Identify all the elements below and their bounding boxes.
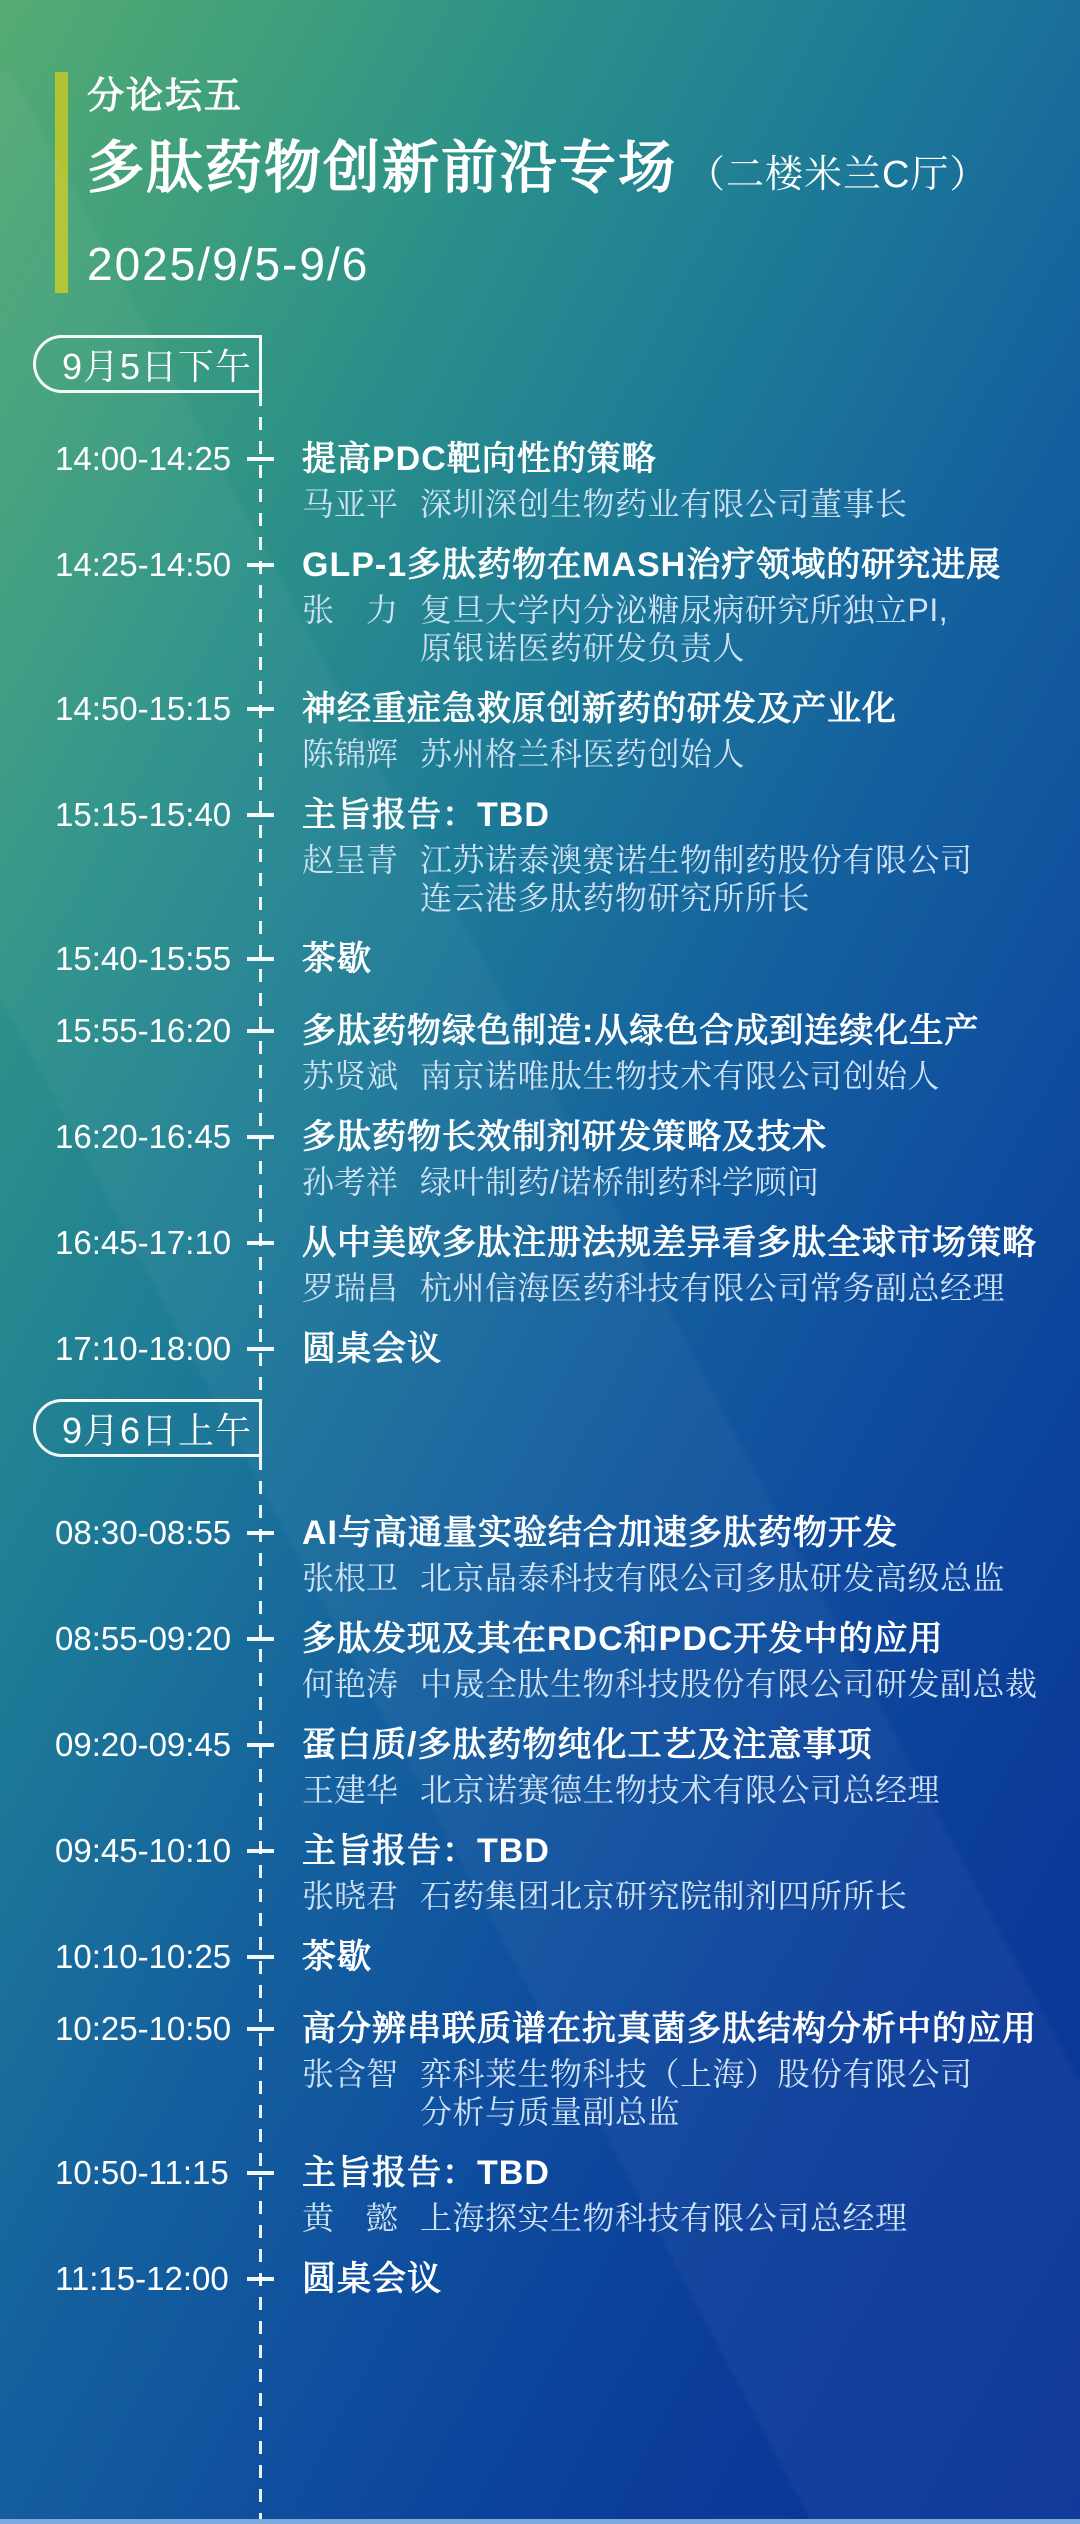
item-time: 10:50-11:15 (55, 2154, 229, 2191)
room-label: （二楼米兰C厅） (687, 154, 989, 196)
item-title: 圆桌会议 (302, 2260, 442, 2298)
affiliation-line: 原银诺医药研发负责人 (420, 630, 746, 666)
item-title: 圆桌会议 (302, 1330, 442, 1368)
item-content (302, 437, 908, 523)
speaker-affiliation (420, 2199, 908, 2237)
speaker-row (302, 485, 908, 523)
agenda-item (0, 1115, 1080, 1201)
agenda-item (0, 1617, 1080, 1703)
timeline-tick-icon (247, 1743, 274, 1747)
item-content (302, 1009, 979, 1095)
item-time: 15:15-15:40 (55, 796, 232, 833)
item-title: AI与高通量实验结合加速多肽药物开发 (302, 1514, 898, 1552)
item-title: 从中美欧多肽注册法规差异看多肽全球市场策略 (302, 1224, 1037, 1262)
affiliation-line: 苏州格兰科医药创始人 (420, 736, 746, 772)
item-content (302, 1115, 827, 1201)
item-title: 神经重症急救原创新药的研发及产业化 (302, 690, 897, 728)
speaker-name: 罗瑞昌 (302, 1270, 399, 1306)
speaker-row (302, 735, 897, 773)
item-time: 14:00-14:25 (55, 440, 232, 477)
speaker-affiliation (420, 1269, 1005, 1307)
affiliation-line: 弈科莱生物科技（上海）股份有限公司 (420, 2056, 973, 2092)
agenda (0, 335, 1080, 2301)
item-content (302, 687, 897, 773)
item-title: 茶歇 (302, 1938, 372, 1976)
item-title: 多肽药物绿色制造:从绿色合成到连续化生产 (302, 1012, 980, 1050)
affiliation-line: 连云港多肽药物研究所所长 (420, 880, 811, 916)
timeline-tick-icon (247, 1849, 274, 1853)
timeline-list (0, 393, 1080, 1371)
item-content (302, 2151, 908, 2237)
speaker-row (302, 1771, 940, 1809)
timeline-tick-icon (247, 707, 274, 711)
speaker-affiliation (420, 735, 745, 773)
item-title: 多肽药物长效制剂研发策略及技术 (302, 1118, 827, 1156)
timeline-tick-icon (247, 563, 274, 567)
section-badge: 9月6日上午 (33, 1399, 262, 1457)
item-content (302, 1511, 1005, 1597)
item-time: 09:20-09:45 (55, 1726, 232, 1763)
item-content (302, 937, 372, 981)
agenda-item (0, 2257, 1080, 2301)
item-time: 15:55-16:20 (55, 1012, 232, 1049)
item-content (302, 2257, 442, 2301)
speaker-name: 张晓君 (302, 1878, 399, 1914)
item-time: 14:50-15:15 (55, 690, 232, 727)
agenda-item (0, 1723, 1080, 1809)
item-content (302, 1723, 940, 1809)
item-time: 15:40-15:55 (55, 940, 232, 977)
speaker-name: 何艳涛 (302, 1666, 399, 1702)
speaker-affiliation (420, 1771, 940, 1809)
timeline-tick-icon (247, 813, 274, 817)
section-badge: 9月5日下午 (33, 335, 262, 393)
speaker-name: 黄 懿 (302, 2200, 399, 2236)
timeline-list (0, 1457, 1080, 2301)
timeline-tick-icon (247, 1531, 274, 1535)
forum-kicker: 分论坛五 (87, 75, 243, 116)
speaker-name: 陈锦辉 (302, 736, 399, 772)
agenda-item (0, 437, 1080, 523)
timeline-tick-icon (247, 1029, 274, 1033)
agenda-poster (0, 72, 1080, 2524)
item-title: 蛋白质/多肽药物纯化工艺及注意事项 (302, 1726, 873, 1764)
affiliation-line: 深圳深创生物药业有限公司董事长 (420, 486, 908, 522)
affiliation-line: 南京诺唯肽生物技术有限公司创始人 (420, 1058, 941, 1094)
agenda-item (0, 1221, 1080, 1307)
agenda-item (0, 1935, 1080, 1979)
speaker-affiliation (420, 591, 948, 667)
item-content (302, 1221, 1037, 1307)
affiliation-line: 杭州信海医药科技有限公司常务副总经理 (420, 1270, 1006, 1306)
page-title: 多肽药物创新前沿专场 (87, 136, 677, 200)
agenda-item (0, 1327, 1080, 1371)
item-time: 14:25-14:50 (55, 546, 232, 583)
affiliation-line: 上海探实生物科技有限公司总经理 (420, 2200, 908, 2236)
agenda-item (0, 2151, 1080, 2237)
agenda-item (0, 1009, 1080, 1095)
item-title: 多肽发现及其在RDC和PDC开发中的应用 (302, 1620, 944, 1658)
speaker-name: 张根卫 (302, 1560, 399, 1596)
item-time: 11:15-12:00 (55, 2260, 229, 2297)
speaker-row (302, 2199, 908, 2237)
affiliation-line: 江苏诺泰澳赛诺生物制药股份有限公司 (420, 842, 973, 878)
affiliation-line: 北京晶泰科技有限公司多肽研发高级总监 (420, 1560, 1006, 1596)
speaker-affiliation (420, 485, 908, 523)
timeline-tick-icon (247, 457, 274, 461)
agenda-item (0, 937, 1080, 981)
item-title: GLP-1多肽药物在MASH治疗领域的研究进展 (302, 546, 1002, 584)
speaker-row (302, 591, 1001, 667)
timeline-tick-icon (247, 1637, 274, 1641)
item-title: 高分辨串联质谱在抗真菌多肽结构分析中的应用 (302, 2010, 1037, 2048)
speaker-name: 王建华 (302, 1772, 399, 1808)
date-range: 2025/9/5-9/6 (87, 238, 370, 290)
timeline-tick-icon (247, 2171, 274, 2175)
speaker-name: 孙考祥 (302, 1164, 399, 1200)
item-content (302, 2007, 1037, 2131)
speaker-name: 苏贤斌 (302, 1058, 399, 1094)
item-time: 10:10-10:25 (55, 1938, 232, 1975)
agenda-item (0, 1829, 1080, 1915)
item-content (302, 1829, 908, 1915)
speaker-row (302, 2055, 1037, 2131)
header (55, 72, 1080, 293)
speaker-name: 赵呈青 (302, 842, 399, 878)
timeline-tick-icon (247, 1241, 274, 1245)
item-content (302, 1327, 442, 1371)
affiliation-line: 复旦大学内分泌糖尿病研究所独立PI, (420, 592, 949, 628)
item-time: 17:10-18:00 (55, 1330, 232, 1367)
speaker-affiliation (420, 1163, 819, 1201)
speaker-row (302, 841, 973, 917)
item-content (302, 793, 973, 917)
speaker-name: 张 力 (302, 592, 399, 628)
speaker-affiliation (420, 1559, 1005, 1597)
affiliation-line: 中晟全肽生物科技股份有限公司研发副总裁 (420, 1666, 1038, 1702)
item-title: 茶歇 (302, 940, 372, 978)
item-content (302, 1617, 1038, 1703)
speaker-row (302, 1163, 827, 1201)
speaker-affiliation (420, 1665, 1038, 1703)
affiliation-line: 绿叶制药/诺桥制药科学顾问 (420, 1164, 820, 1200)
agenda-item (0, 687, 1080, 773)
timeline-tick-icon (247, 1135, 274, 1139)
speaker-row (302, 1877, 908, 1915)
timeline-tick-icon (247, 957, 274, 961)
title-row (87, 128, 1080, 223)
item-content (302, 543, 1001, 667)
speaker-row (302, 1665, 1038, 1703)
speaker-name: 张含智 (302, 2056, 399, 2092)
speaker-name: 马亚平 (302, 486, 399, 522)
item-title: 主旨报告：TBD (302, 1832, 550, 1870)
item-title: 主旨报告：TBD (302, 2154, 550, 2192)
affiliation-line: 石药集团北京研究院制剂四所所长 (420, 1878, 908, 1914)
timeline-tick-icon (247, 1955, 274, 1959)
agenda-item (0, 793, 1080, 917)
timeline-tick-icon (247, 2027, 274, 2031)
speaker-row (302, 1559, 1005, 1597)
agenda-item (0, 543, 1080, 667)
affiliation-line: 分析与质量副总监 (420, 2094, 681, 2130)
affiliation-line: 北京诺赛德生物技术有限公司总经理 (420, 1772, 941, 1808)
timeline-tick-icon (247, 1347, 274, 1351)
item-title: 主旨报告：TBD (302, 796, 550, 834)
item-title: 提高PDC靶向性的策略 (302, 440, 657, 478)
speaker-affiliation (420, 841, 973, 917)
speaker-affiliation (420, 1877, 908, 1915)
speaker-affiliation (420, 2055, 973, 2131)
speaker-row (302, 1269, 1037, 1307)
item-time: 09:45-10:10 (55, 1832, 232, 1869)
timeline-tick-icon (247, 2277, 274, 2281)
item-time: 16:20-16:45 (55, 1118, 232, 1155)
speaker-affiliation (420, 1057, 940, 1095)
item-time: 08:30-08:55 (55, 1514, 232, 1551)
item-time: 16:45-17:10 (55, 1224, 232, 1261)
bottom-strip (0, 2519, 1080, 2524)
item-content (302, 1935, 372, 1979)
item-time: 10:25-10:50 (55, 2010, 232, 2047)
speaker-row (302, 1057, 979, 1095)
item-time: 08:55-09:20 (55, 1620, 232, 1657)
agenda-item (0, 1511, 1080, 1597)
agenda-item (0, 2007, 1080, 2131)
